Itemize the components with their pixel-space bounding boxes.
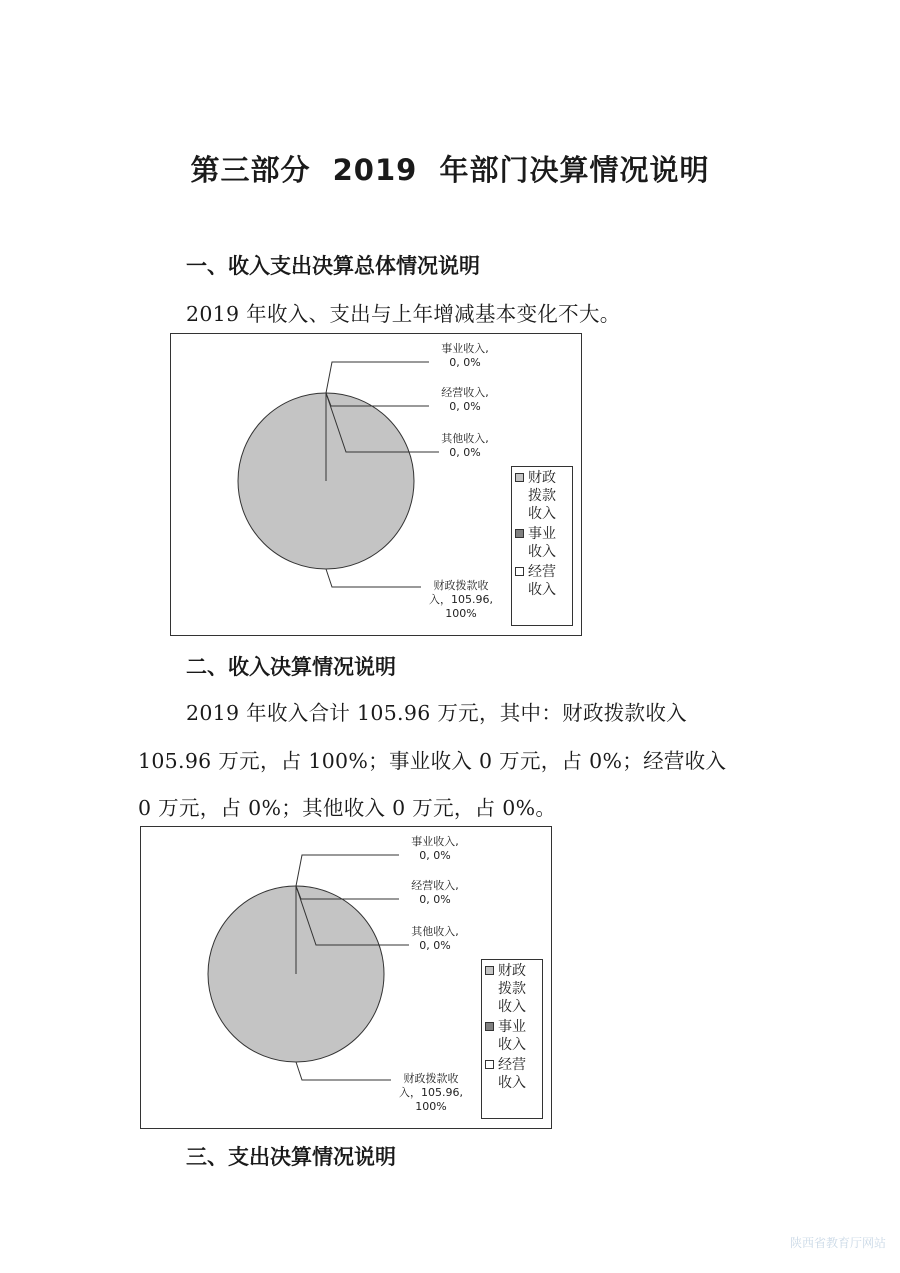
data-label: 财政拨款收: [433, 579, 489, 592]
data-label: 0, 0%: [449, 446, 481, 459]
legend-swatch: [485, 966, 494, 975]
data-label: 经营收入,: [441, 386, 489, 399]
legend-swatch: [485, 1060, 494, 1069]
leader-line: [326, 362, 429, 393]
data-label: 入，105.96,: [399, 1086, 463, 1099]
chart-legend: [511, 466, 573, 626]
data-label: 其他收入,: [441, 432, 489, 445]
legend-label: 经营收入: [528, 564, 556, 598]
legend-label: 财政拨款收入: [498, 963, 526, 1015]
leader-line: [296, 1062, 391, 1080]
legend-swatch: [515, 529, 524, 538]
legend-item: [482, 1018, 542, 1054]
section-heading-3: 三、支出决算情况说明: [186, 1145, 396, 1169]
data-label: 财政拨款收: [403, 1072, 459, 1085]
legend-item: [512, 525, 572, 561]
data-label: 其他收入,: [411, 925, 459, 938]
data-label: 0, 0%: [419, 849, 451, 862]
data-label: 0, 0%: [449, 356, 481, 369]
data-label: 入，105.96,: [429, 593, 493, 606]
section-heading-2: 二、收入决算情况说明: [186, 655, 396, 679]
section-2-line-3: 0 万元，占 0%；其他收入 0 万元，占 0%。: [138, 796, 557, 820]
legend-swatch: [515, 567, 524, 576]
data-label: 事业收入,: [441, 342, 489, 355]
leader-line: [326, 569, 421, 587]
legend-item: [482, 1056, 542, 1092]
data-label: 事业收入,: [411, 835, 459, 848]
legend-item: [512, 563, 572, 599]
legend-label: 事业收入: [498, 1019, 526, 1053]
legend-label: 财政拨款收入: [528, 470, 556, 522]
leader-line: [296, 855, 399, 886]
income-pie-chart: [140, 826, 552, 1129]
section-2-line-2: 105.96 万元，占 100%；事业收入 0 万元，占 0%；经营收入: [138, 749, 727, 773]
income-expense-pie-chart: [170, 333, 582, 636]
section-1-text: 2019 年收入、支出与上年增减基本变化不大。: [186, 302, 621, 326]
chart-legend: [481, 959, 543, 1119]
legend-swatch: [485, 1022, 494, 1031]
legend-label: 事业收入: [528, 526, 556, 560]
data-label: 100%: [445, 607, 477, 620]
section-heading-1: 一、收入支出决算总体情况说明: [186, 254, 480, 278]
section-2-line-1: 2019 年收入合计 105.96 万元，其中：财政拨款收入: [186, 701, 687, 725]
data-label: 经营收入,: [411, 879, 459, 892]
legend-item: [512, 469, 572, 523]
legend-swatch: [515, 473, 524, 482]
data-label: 0, 0%: [419, 893, 451, 906]
data-label: 0, 0%: [419, 939, 451, 952]
watermark: 陕西省教育厅网站: [789, 1236, 886, 1250]
page-title: 第三部分 2019 年部门决算情况说明: [190, 153, 710, 187]
data-label: 100%: [415, 1100, 447, 1113]
data-label: 0, 0%: [449, 400, 481, 413]
legend-item: [482, 962, 542, 1016]
legend-label: 经营收入: [498, 1057, 526, 1091]
